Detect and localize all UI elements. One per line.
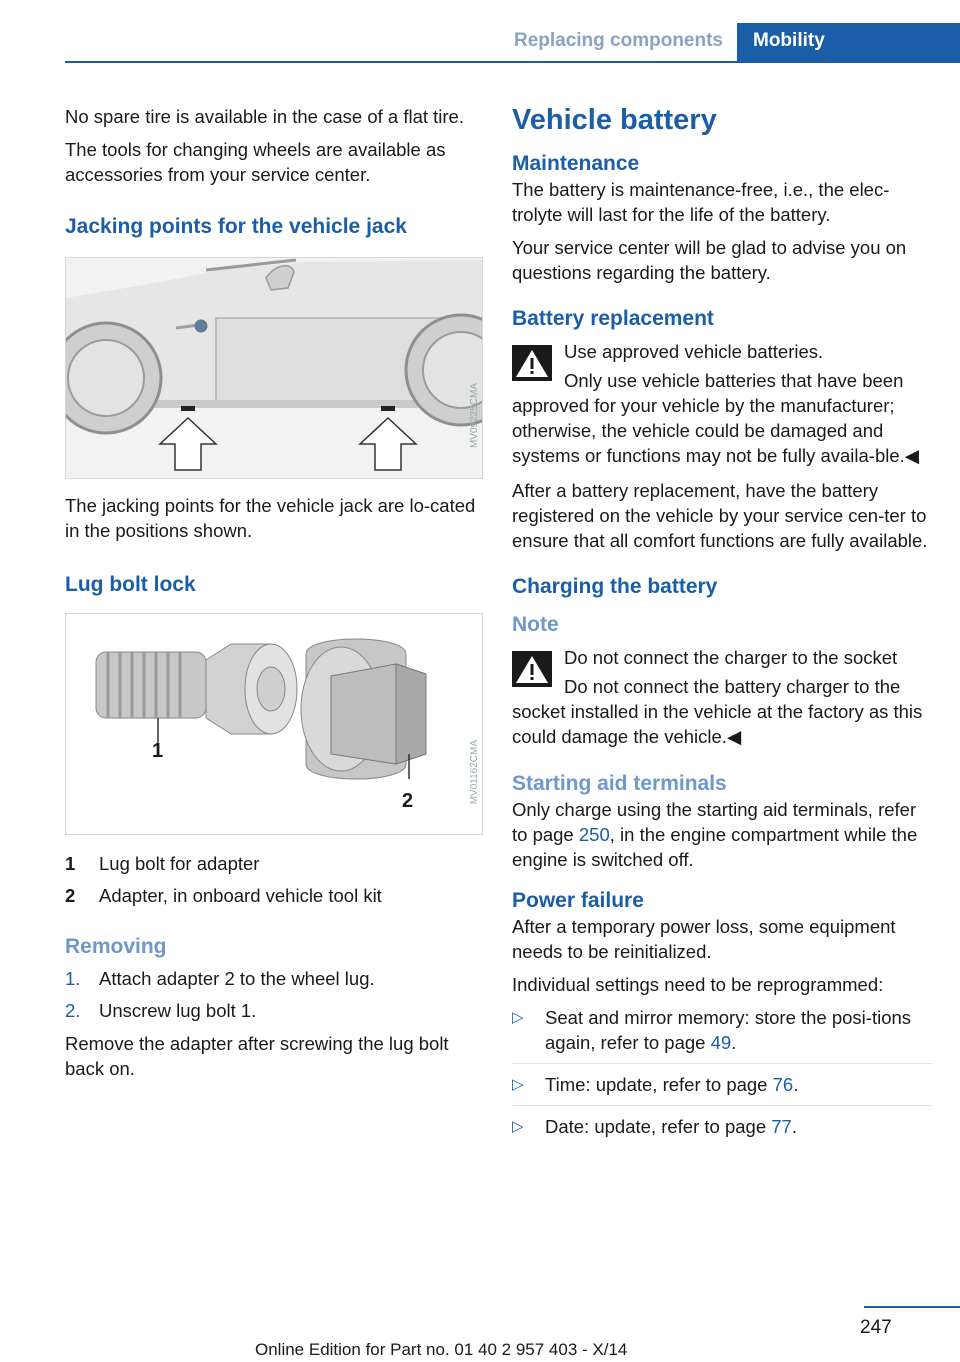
paragraph: Your service center will be glad to advise you on questions regarding the battery. [512,237,907,283]
warning-title: Use approved vehicle batteries. [564,341,824,362]
footer-edition: Online Edition for Part no. 01 40 2 957 403 - X/14 [255,1340,628,1359]
header-rule [65,61,960,63]
header-chapter-tab: Mobility [737,23,960,63]
figure-legend [65,851,483,908]
paragraph: Only charge using the starting aid terminals, refer to page 250, in the engine compartment while the engine is switched off. [512,799,918,870]
header-section-title: Replacing components [513,30,723,51]
warning-triangle-icon [512,345,552,381]
bullet-marker: ▷ [512,1118,524,1135]
heading-battery-replacement: Battery replacement [512,307,714,330]
footer-rule [864,1306,960,1308]
heading-maintenance: Maintenance [512,152,640,175]
heading-starting-aid-terminals: Starting aid terminals [512,772,727,795]
heading-power-failure: Power failure [512,889,644,912]
removing-steps [65,966,483,1023]
right-column [512,103,932,1155]
warning-body: Only use vehicle batteries that have been approved for your vehicle by the manufacturer; otherwise, the vehicle could be damaged and systems or functions may not be fully availa‐ble.◀ [512,370,920,466]
page-link-250[interactable]: 250 [578,824,610,845]
list-item: 2. Unscrew lug bolt 1. [65,1000,257,1021]
heading-removing: Removing [65,935,167,958]
page-link-76[interactable]: 76 [772,1074,794,1095]
list-item: 1. Attach adapter 2 to the wheel lug. [65,968,375,989]
bullet-marker: ▷ [512,1076,524,1093]
list-item: ▷ Time: update, refer to page 76. [512,1072,932,1106]
paragraph: Remove the adapter after screwing the lug bolt back on. [65,1033,449,1079]
paragraph: After a temporary power loss, some equipment needs to be reinitialized. [512,916,896,962]
paragraph: The battery is maintenance-free, i.e., the elec‐trolyte will last for the life of the battery. [512,179,890,225]
heading-jacking-points: Jacking points for the vehicle jack [65,215,407,238]
heading-charging-battery: Charging the battery [512,575,718,598]
figure-callout-1: 1 [152,740,164,762]
warning-charger-socket [512,645,932,749]
figure-code: MV09225CMA [469,382,480,448]
heading-vehicle-battery: Vehicle battery [512,104,717,136]
warning-triangle-icon [512,651,552,687]
heading-lug-bolt-lock: Lug bolt lock [65,573,196,596]
car-side-illustration [66,258,483,479]
list-item: 1 Lug bolt for adapter [65,853,260,874]
lug-bolt-illustration [66,614,483,835]
paragraph: The jacking points for the vehicle jack are lo‐cated in the positions shown. [65,495,476,541]
list-item: ▷ Seat and mirror memory: store the posi‐tions again, refer to page 49. [512,1005,932,1064]
jacking-points-figure [65,257,483,479]
warning-approved-batteries [512,339,932,468]
page-link-49[interactable]: 49 [710,1032,732,1053]
lug-bolt-figure [65,613,483,835]
list-item: 2 Adapter, in onboard vehicle tool kit [65,885,382,906]
page-link-77[interactable]: 77 [771,1116,792,1137]
left-column [65,104,483,1089]
warning-title: Do not connect the charger to the socket [564,647,898,668]
warning-body: Do not connect the battery charger to the socket installed in the vehicle at the factory as this could damage the vehicle.◀ [512,676,923,747]
figure-code: MV01162CMA [469,739,480,804]
bullet-marker: ▷ [512,1009,524,1026]
paragraph: The tools for changing wheels are available as accessories from your service center. [65,139,446,185]
settings-list [512,1005,932,1147]
page-number: 247 [860,1317,892,1338]
heading-note: Note [512,613,559,636]
paragraph: After a battery replacement, have the battery registered on the vehicle by your service cen‐ter to ensure that all comfort functions are fully available. [512,480,928,551]
paragraph: No spare tire is available in the case of a flat tire. [65,106,464,127]
figure-callout-2: 2 [402,790,414,812]
list-item: ▷ Date: update, refer to page 77. [512,1116,797,1137]
paragraph: Individual settings need to be reprogrammed: [512,974,884,995]
